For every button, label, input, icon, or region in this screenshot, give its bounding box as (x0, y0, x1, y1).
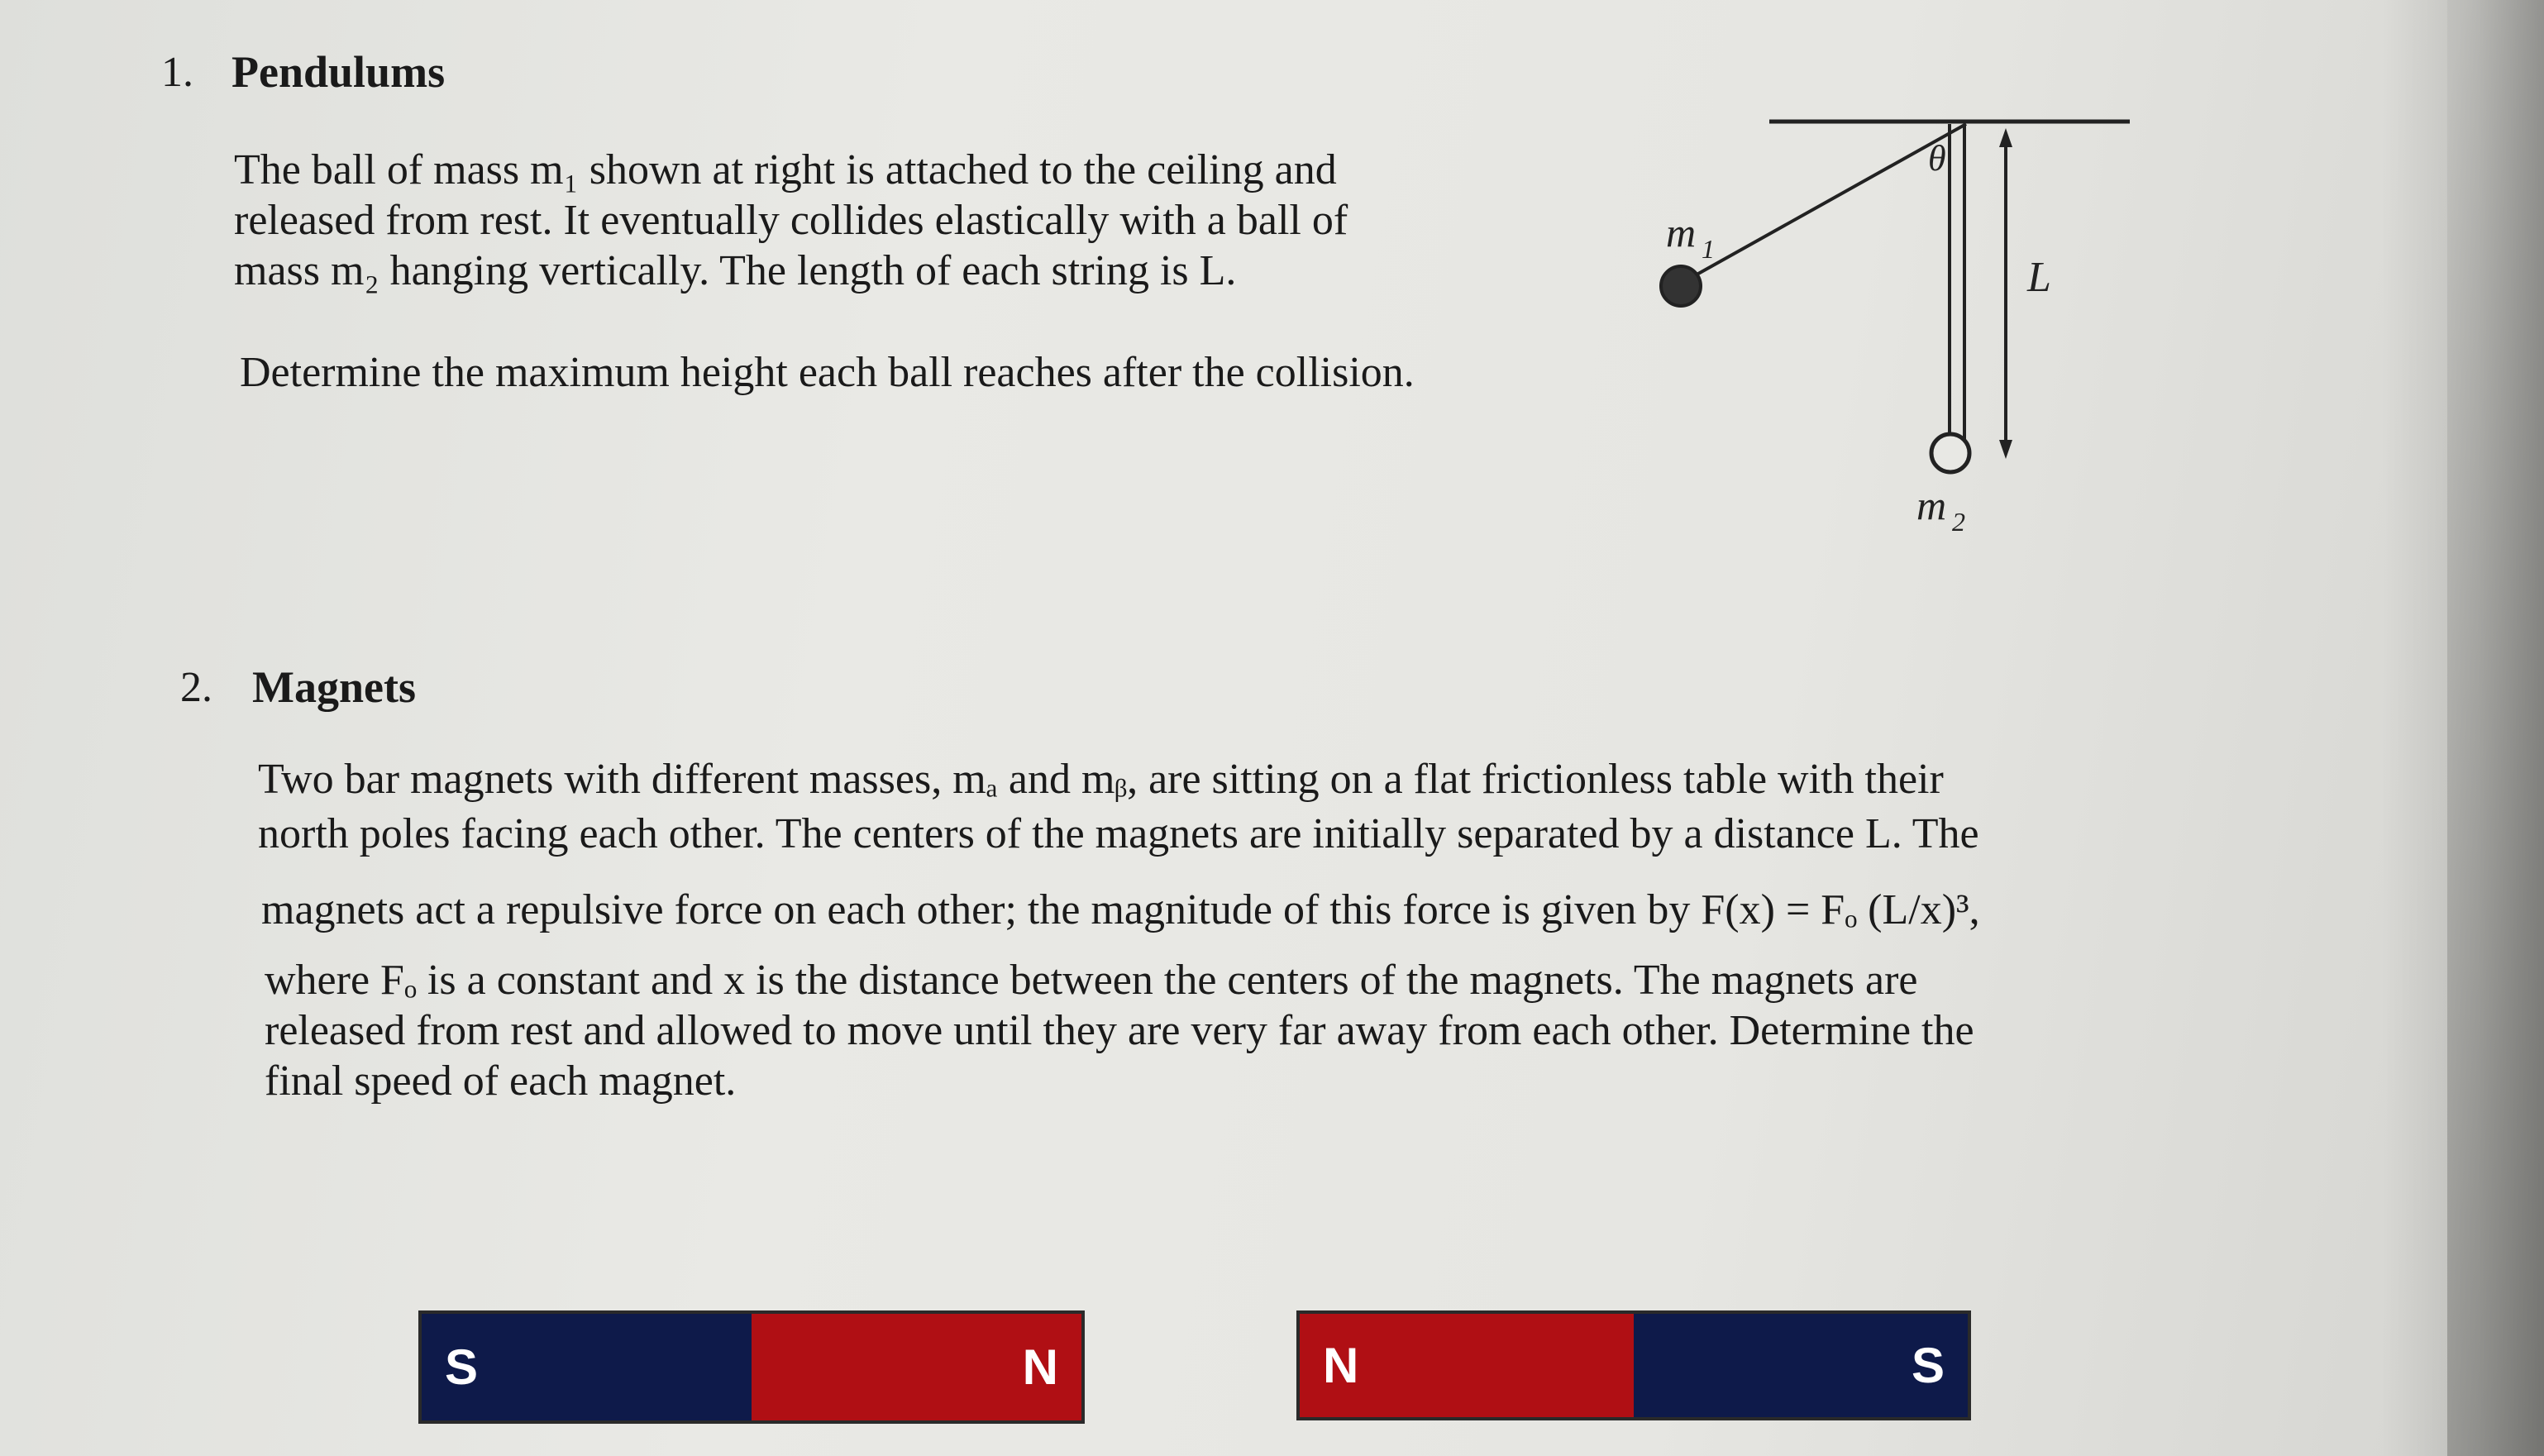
magnet-a-south-pole: S (422, 1314, 752, 1420)
arrow-head-up (1999, 128, 2012, 147)
ball-m2 (1931, 434, 1969, 472)
problem1-paragraph: The ball of mass m₁ shown at right is attached to the ceiling and released from rest. It eventually collides elastically with a ball of mass m₂ hanging vertically. The length of each string is L. (234, 146, 1348, 294)
problem2-line1: Two bar magnets with different masses, mₐ and mᵦ, are sitting on a flat frictionless table with their (258, 756, 1944, 803)
pendulum-string-m1 (1685, 124, 1966, 281)
page-edge-shadow (2381, 0, 2544, 1456)
problem1-question: Determine the maximum height each ball reaches after the collision. (240, 349, 1415, 396)
problem2-line4: where Fₒ is a constant and x is the distance between the centers of the magnets. The magnets are released from rest and allowed to move until they are very far away from each other. Determine the final speed of each magnet. (265, 957, 1974, 1105)
pendulum-diagram (1604, 99, 2150, 562)
length-label: L (2027, 254, 2051, 301)
magnet-a-north-pole: N (752, 1314, 1081, 1420)
m1-label: m (1666, 209, 1697, 255)
arrow-head-down (1999, 440, 2012, 459)
problem1-number: 1. (161, 49, 193, 96)
problem2-line3: magnets act a repulsive force on each other; the magnitude of this force is given by F(x) = Fₒ (L/x)³, (261, 886, 1980, 933)
magnet-b-south-pole: S (1634, 1314, 1968, 1417)
problem2-number: 2. (180, 664, 212, 711)
ball-m1 (1661, 266, 1701, 306)
problem2-title: Magnets (252, 662, 416, 712)
magnet-a (418, 1310, 1085, 1424)
m1-label-sub: 1 (1702, 234, 1715, 264)
problem1-title: Pendulums (231, 47, 446, 97)
theta-label: θ (1928, 138, 1946, 179)
magnet-b (1296, 1310, 1971, 1420)
problem2-line2: north poles facing each other. The centers of the magnets are initially separated by a distance L. The (258, 810, 1979, 857)
m2-label: m (1916, 482, 1947, 528)
m2-label-sub: 2 (1952, 507, 1965, 537)
magnet-b-north-pole: N (1300, 1314, 1634, 1417)
